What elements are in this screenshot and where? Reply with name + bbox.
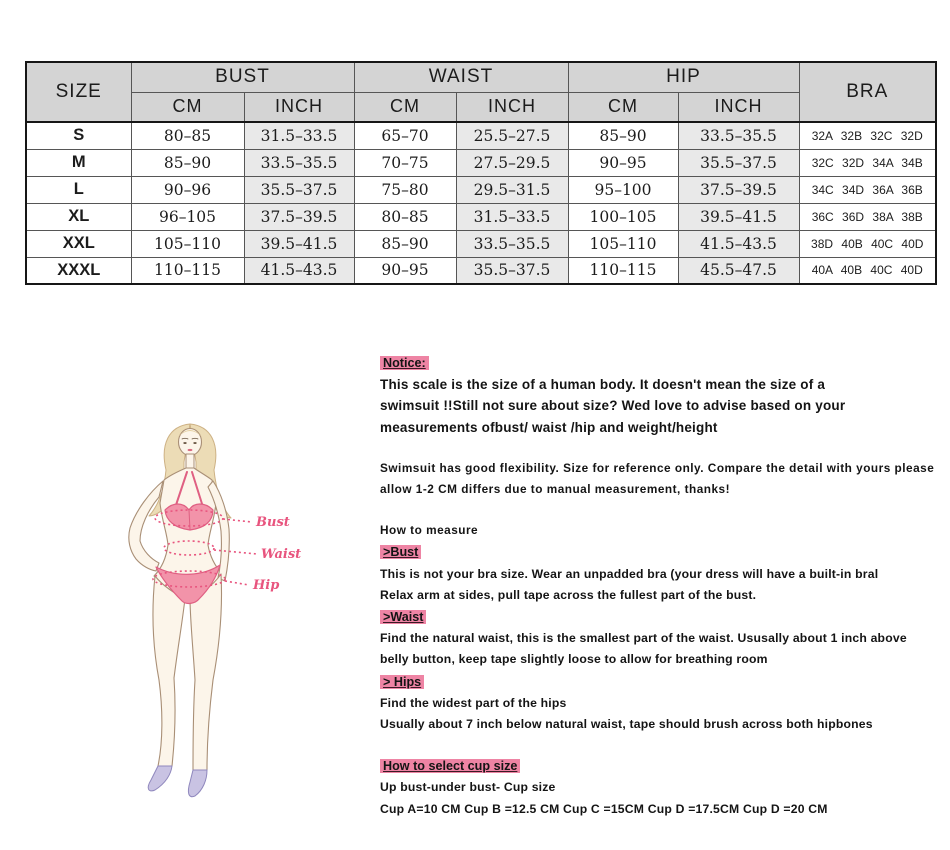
note-line: Find the widest part of the hips: [380, 695, 567, 710]
col-header-waist-inch: INCH: [456, 92, 568, 122]
cell-bra: 36C 36D 38A 38B: [799, 203, 936, 230]
hip-label: Hip: [253, 578, 280, 593]
cell-size: XXXL: [26, 257, 131, 284]
cell-bra: 34C 34D 36A 36B: [799, 176, 936, 203]
note-line: This scale is the size of a human body. It doesn't mean the size of a: [380, 377, 826, 393]
cell-hip-inch: 37.5–39.5: [678, 176, 799, 203]
note-heading: [380, 671, 932, 693]
note-line: allow 1-2 CM differs due to manual measurement, thanks!: [380, 482, 731, 497]
cell-bra: 40A 40B 40C 40D: [799, 257, 936, 284]
note-line: Up bust-under bust- Cup size: [380, 780, 556, 795]
note-line: Cup A=10 CM Cup B =12.5 CM Cup C =15CM Cup D =17.5CM Cup D =20 CM: [380, 801, 828, 816]
cell-bust-cm: 80–85: [131, 122, 244, 149]
size-row: [26, 257, 936, 284]
cell-bust-inch: 39.5–41.5: [244, 230, 354, 257]
lips: [188, 449, 193, 451]
note-line: Swimsuit has good flexibility. Size for reference only. Compare the detail with yours please: [380, 460, 935, 475]
right-shoe: [188, 770, 207, 797]
cell-bust-cm: 90–96: [131, 176, 244, 203]
cell-hip-cm: 95–100: [568, 176, 678, 203]
highlight-text: Notice:: [380, 356, 429, 370]
note-heading: [380, 541, 932, 563]
note-line: Relax arm at sides, pull tape across the fullest part of the bust.: [380, 587, 757, 602]
col-header-hip-inch: INCH: [678, 92, 799, 122]
note-line: swimsuit !!Still not sure about size? Wed love to advise based on your: [380, 398, 846, 414]
cell-hip-cm: 85–90: [568, 122, 678, 149]
cell-waist-cm: 85–90: [354, 230, 456, 257]
cell-size: XXL: [26, 230, 131, 257]
cell-bust-inch: 31.5–33.5: [244, 122, 354, 149]
cell-waist-inch: 25.5–27.5: [456, 122, 568, 149]
size-row: [26, 176, 936, 203]
cell-hip-inch: 39.5–41.5: [678, 203, 799, 230]
cell-waist-inch: 29.5–31.5: [456, 176, 568, 203]
cell-bust-inch: 35.5–37.5: [244, 176, 354, 203]
cell-size: XL: [26, 203, 131, 230]
cell-hip-cm: 100–105: [568, 203, 678, 230]
col-header-bust: BUST: [131, 62, 354, 92]
cell-hip-inch: 35.5–37.5: [678, 149, 799, 176]
note-line: How to measure: [380, 523, 479, 538]
cell-hip-inch: 33.5–35.5: [678, 122, 799, 149]
notes-block: [380, 352, 935, 820]
cell-bra: 32A 32B 32C 32D: [799, 122, 936, 149]
cell-hip-cm: 90–95: [568, 149, 678, 176]
cell-waist-inch: 31.5–33.5: [456, 203, 568, 230]
note-line: Find the natural waist, this is the smallest part of the waist. Ususally about 1 inch above: [380, 631, 907, 646]
cell-bust-cm: 110–115: [131, 257, 244, 284]
size-chart-body: [26, 122, 936, 284]
face: [179, 429, 202, 456]
highlight-text: How to select cup size: [380, 759, 520, 773]
cell-size: L: [26, 176, 131, 203]
col-header-bust-cm: CM: [131, 92, 244, 122]
cell-hip-cm: 110–115: [568, 257, 678, 284]
measurement-figure-sketch: [95, 418, 355, 808]
left-leg: [153, 576, 185, 766]
waist-label: Waist: [261, 547, 302, 562]
size-row: [26, 122, 936, 149]
cell-waist-inch: 33.5–35.5: [456, 230, 568, 257]
cell-waist-inch: 35.5–37.5: [456, 257, 568, 284]
cell-bust-inch: 41.5–43.5: [244, 257, 354, 284]
col-header-hip-cm: CM: [568, 92, 678, 122]
cell-hip-cm: 105–110: [568, 230, 678, 257]
left-shoe: [148, 766, 172, 791]
cell-waist-cm: 70–75: [354, 149, 456, 176]
right-leg: [190, 574, 222, 770]
note-heading: [380, 606, 932, 628]
left-arm: [129, 481, 163, 571]
cell-waist-inch: 27.5–29.5: [456, 149, 568, 176]
col-header-size: SIZE: [26, 62, 131, 122]
cell-bust-inch: 33.5–35.5: [244, 149, 354, 176]
note-line: This is not your bra size. Wear an unpadded bra (your dress will have a built-in bral: [380, 566, 879, 581]
col-header-bra: BRA: [799, 62, 936, 122]
eye-icon: [183, 442, 186, 444]
cell-waist-cm: 90–95: [354, 257, 456, 284]
col-header-bust-inch: INCH: [244, 92, 354, 122]
cell-bust-cm: 96–105: [131, 203, 244, 230]
col-header-hip: HIP: [568, 62, 799, 92]
note-line: measurements ofbust/ waist /hip and weight/height: [380, 419, 718, 435]
cell-waist-cm: 65–70: [354, 122, 456, 149]
highlight-text: > Hips: [380, 675, 424, 689]
size-chart-header: [26, 62, 936, 122]
cell-hip-inch: 41.5–43.5: [678, 230, 799, 257]
cell-size: S: [26, 122, 131, 149]
eye-icon: [193, 442, 196, 444]
size-row: [26, 230, 936, 257]
cell-bra: 32C 32D 34A 34B: [799, 149, 936, 176]
figure-illustration: [95, 418, 355, 808]
cell-waist-cm: 80–85: [354, 203, 456, 230]
cell-bust-inch: 37.5–39.5: [244, 203, 354, 230]
col-header-waist: WAIST: [354, 62, 568, 92]
note-heading: [380, 755, 932, 777]
cell-bust-cm: 105–110: [131, 230, 244, 257]
highlight-text: >Bust: [380, 545, 421, 559]
cell-hip-inch: 45.5–47.5: [678, 257, 799, 284]
size-row: [26, 203, 936, 230]
size-chart-table: [25, 61, 937, 285]
col-header-waist-cm: CM: [354, 92, 456, 122]
cell-waist-cm: 75–80: [354, 176, 456, 203]
neck: [186, 454, 194, 468]
cell-size: M: [26, 149, 131, 176]
note-line: belly button, keep tape slightly loose to allow for breathing room: [380, 652, 768, 667]
size-row: [26, 149, 936, 176]
bust-label: Bust: [256, 515, 290, 530]
cell-bra: 38D 40B 40C 40D: [799, 230, 936, 257]
note-line: Usually about 7 inch below natural waist, tape should brush across both hipbones: [380, 717, 873, 732]
highlight-text: >Waist: [380, 610, 426, 624]
note-heading: [380, 352, 932, 374]
cell-bust-cm: 85–90: [131, 149, 244, 176]
